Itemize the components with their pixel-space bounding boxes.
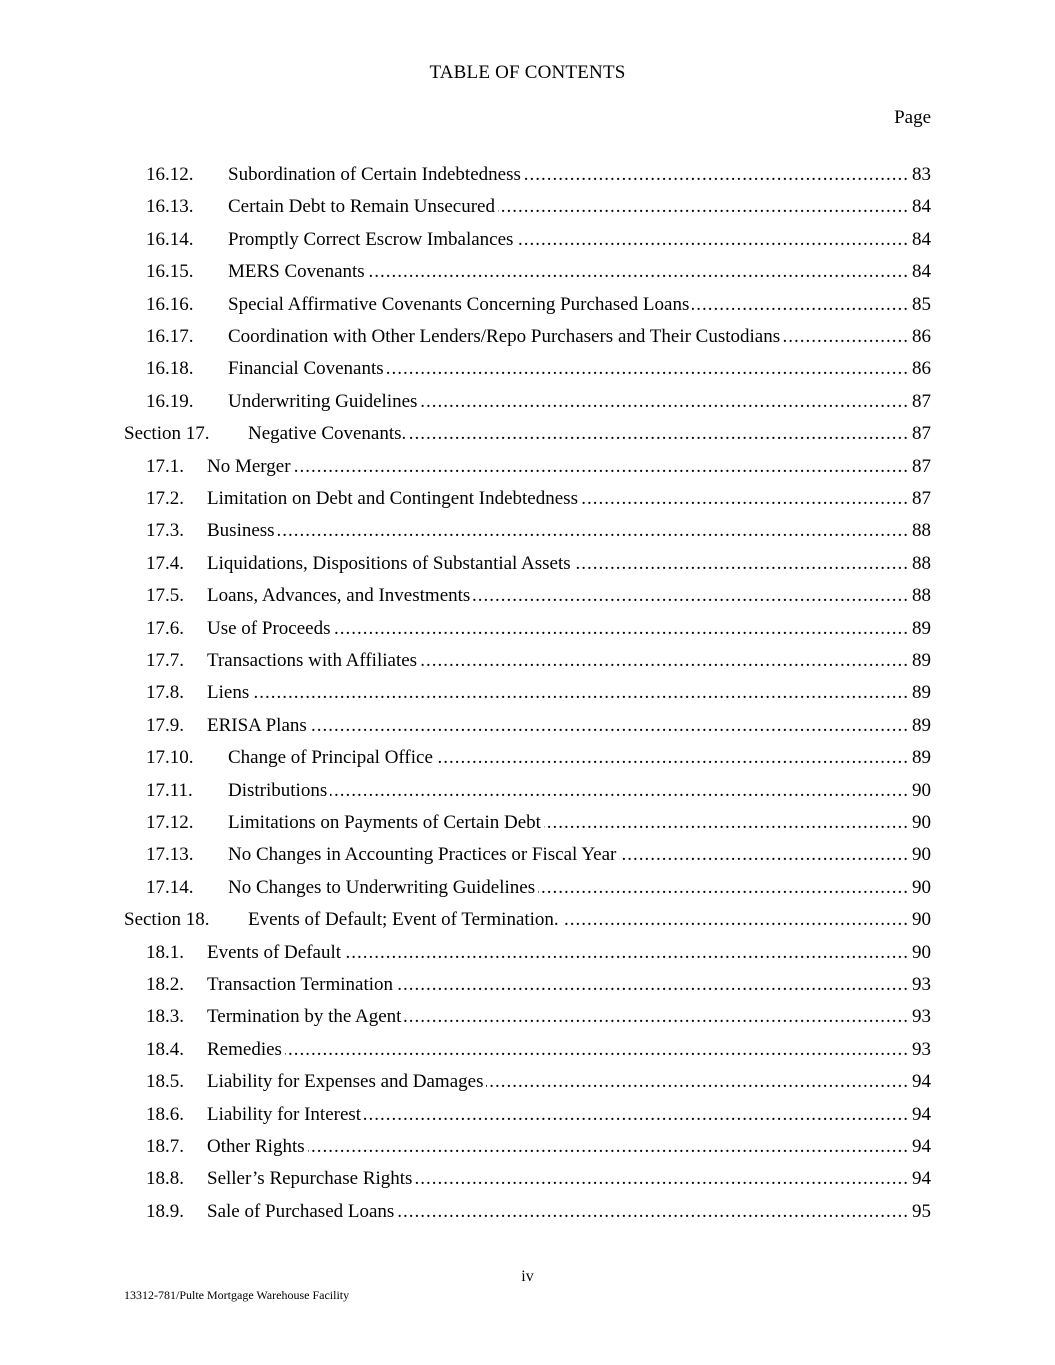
toc-entry-number: 17.1.: [146, 455, 184, 477]
toc-entry: [0, 356, 1055, 382]
dot-leader: [409, 421, 909, 447]
toc-entry-page: 89: [912, 617, 931, 639]
toc-entry-title: Limitations on Payments of Certain Debt: [228, 812, 541, 833]
toc-entry: [0, 616, 1055, 642]
toc-entry-title: Coordination with Other Lenders/Repo Purchasers and Their Custodians: [228, 326, 781, 347]
toc-entry-title: Events of Default: [207, 941, 342, 963]
toc-entry: [0, 1004, 1055, 1030]
toc-entry: [0, 875, 1055, 901]
toc-entry: [0, 810, 1055, 836]
toc-entry: [0, 583, 1055, 609]
toc-entry-page: 87: [912, 390, 931, 412]
dot-leader: [420, 389, 909, 415]
dot-leader: [562, 907, 909, 933]
dot-leader: [420, 648, 909, 674]
toc-entry-page: 88: [912, 552, 931, 574]
toc-entry: [0, 454, 1055, 480]
toc-entry-number: 16.13.: [146, 196, 194, 218]
dot-leader: [544, 810, 909, 836]
toc-entry-number: 17.10.: [146, 747, 194, 769]
toc-entry-page: 87: [912, 455, 931, 477]
toc-entry-page: 86: [912, 326, 931, 347]
dot-leader: [692, 292, 909, 318]
toc-entry-page: 95: [912, 1200, 931, 1222]
toc-entry: [0, 551, 1055, 577]
toc-entry-number: Section 18.: [124, 909, 210, 931]
toc-entry-number: 17.9.: [146, 714, 184, 736]
toc-entry-number: 17.13.: [146, 844, 194, 866]
dot-leader: [344, 940, 909, 966]
dot-leader: [404, 1004, 909, 1030]
toc-entry-page: 89: [912, 714, 931, 736]
toc-entry-title: Transactions with Affiliates: [207, 650, 418, 671]
toc-entry-page: 93: [912, 1006, 931, 1028]
toc-entry-title: Remedies: [207, 1038, 282, 1060]
toc-entry: [0, 972, 1055, 998]
dot-leader: [368, 259, 909, 285]
toc-entry-number: 17.4.: [146, 552, 184, 574]
toc-entry-title: Liability for Interest: [207, 1103, 362, 1125]
dot-leader: [252, 680, 909, 706]
toc-entry-page: 84: [912, 228, 931, 250]
toc-entry-title: Underwriting Guidelines: [228, 390, 418, 412]
toc-entry-title: Loans, Advances, and Investments: [207, 585, 471, 607]
toc-entry: [0, 1069, 1055, 1095]
toc-entry-title: Business: [207, 520, 275, 542]
toc-entry-page: 90: [912, 941, 931, 963]
toc-entry-page: 89: [912, 682, 931, 704]
toc-entry-title: Distributions: [228, 779, 328, 801]
dot-leader: [436, 745, 909, 771]
toc-entry-number: 18.5.: [146, 1071, 184, 1093]
toc-entry-title: MERS Covenants: [228, 261, 365, 283]
dot-leader: [330, 778, 909, 804]
page-column-heading: Page: [894, 107, 931, 128]
toc-entry-number: 17.7.: [146, 650, 184, 671]
toc-entry-number: 17.5.: [146, 585, 184, 607]
dot-leader: [294, 454, 909, 480]
toc-entry-page: 89: [912, 650, 931, 671]
toc-entry-number: 17.11.: [146, 779, 193, 801]
dot-leader: [581, 486, 909, 512]
footer-document-id: 13312-781/Pulte Mortgage Warehouse Facility: [124, 1288, 350, 1302]
dot-leader: [538, 875, 909, 901]
toc-entry-title: Termination by the Agent: [207, 1006, 402, 1028]
toc-entry-title: Events of Default; Event of Termination.: [248, 909, 559, 931]
toc-entry: [0, 194, 1055, 220]
toc-entry-page: 94: [912, 1168, 931, 1190]
toc-entry: [0, 1102, 1055, 1128]
toc-entry-page: 89: [912, 747, 931, 769]
toc-entry-page: 93: [912, 1038, 931, 1060]
toc-entry-page: 90: [912, 844, 931, 866]
toc-entry-title: Change of Principal Office: [228, 747, 433, 769]
toc-entry-number: 17.3.: [146, 520, 184, 542]
dot-leader: [397, 1199, 909, 1225]
toc-entry-number: 18.3.: [146, 1006, 184, 1028]
toc-entry-number: 18.8.: [146, 1168, 184, 1190]
toc-entry-title: Sale of Purchased Loans: [207, 1200, 395, 1222]
toc-entry-page: 86: [912, 358, 931, 380]
toc-entry-page: 90: [912, 909, 931, 931]
toc-entry-page: 94: [912, 1136, 931, 1157]
toc-entry-number: 18.2.: [146, 974, 184, 995]
toc-entry-title: Liquidations, Dispositions of Substantial Assets: [207, 552, 571, 574]
toc-entry: [0, 227, 1055, 253]
toc-entry-title: Negative Covenants.: [248, 423, 407, 445]
toc-entry-title: Other Rights: [207, 1136, 305, 1157]
toc-entry-number: 17.8.: [146, 682, 184, 704]
toc-entry: [0, 259, 1055, 285]
toc-entry-page: 88: [912, 520, 931, 542]
toc-entry: [0, 389, 1055, 415]
toc-entry-title: Transaction Termination: [207, 974, 394, 995]
toc-entry-page: 94: [912, 1103, 931, 1125]
toc-entry-page: 87: [912, 488, 931, 509]
toc-entry: [0, 292, 1055, 318]
dot-leader: [524, 162, 909, 188]
toc-entry-page: 94: [912, 1071, 931, 1093]
toc-title: TABLE OF CONTENTS: [429, 62, 626, 83]
toc-entry-title: Liability for Expenses and Damages: [207, 1071, 484, 1093]
toc-entry-title: Use of Proceeds: [207, 617, 331, 639]
toc-entry: [0, 518, 1055, 544]
dot-leader: [333, 616, 909, 642]
toc-entry-number: 18.4.: [146, 1038, 184, 1060]
toc-entry: [0, 648, 1055, 674]
toc-entry-title: ERISA Plans: [207, 714, 307, 736]
toc-entry-title: Certain Debt to Remain Unsecured: [228, 196, 495, 218]
toc-entry: [0, 1134, 1055, 1160]
toc-entry-page: 84: [912, 261, 931, 283]
toc-entry-number: 18.9.: [146, 1200, 184, 1222]
dot-leader: [396, 972, 909, 998]
toc-entry-number: Section 17.: [124, 423, 210, 445]
toc-entry: [0, 486, 1055, 512]
toc-entry-page: 87: [912, 423, 931, 445]
toc-entry-number: 17.2.: [146, 488, 184, 509]
toc-entry-title: Financial Covenants: [228, 358, 384, 380]
dot-leader: [387, 356, 909, 382]
dot-leader: [310, 713, 909, 739]
dot-leader: [486, 1069, 909, 1095]
toc-entry-page: 90: [912, 812, 931, 833]
toc-entry-title: Subordination of Certain Indebtedness: [228, 164, 521, 185]
dot-leader: [415, 1166, 909, 1192]
toc-entry-title: Promptly Correct Escrow Imbalances: [228, 228, 514, 250]
toc-entry-page: 84: [912, 196, 931, 218]
toc-entry-title: No Changes in Accounting Practices or Fiscal Year: [228, 844, 617, 866]
toc-entry: [0, 1199, 1055, 1225]
dot-leader: [574, 551, 909, 577]
toc-entry: [0, 940, 1055, 966]
toc-entry-number: 16.17.: [146, 326, 194, 347]
dot-leader: [364, 1102, 909, 1128]
dot-leader: [783, 324, 909, 350]
toc-entry-title: Special Affirmative Covenants Concerning Purchased Loans: [228, 293, 690, 315]
toc-entry: [0, 842, 1055, 868]
toc-entry: [0, 745, 1055, 771]
toc-entry-page: 88: [912, 585, 931, 607]
toc-entry-page: 83: [912, 164, 931, 185]
toc-section-entry: [0, 907, 1055, 933]
toc-entry-number: 16.18.: [146, 358, 194, 380]
toc-entry: [0, 162, 1055, 188]
toc-entry-page: 90: [912, 779, 931, 801]
toc-entry: [0, 1037, 1055, 1063]
toc-entry: [0, 680, 1055, 706]
toc-entry: [0, 324, 1055, 350]
toc-entry-number: 18.6.: [146, 1103, 184, 1125]
dot-leader: [278, 518, 909, 544]
toc-entry: [0, 713, 1055, 739]
toc-entry-number: 17.14.: [146, 876, 194, 898]
toc-entry-number: 16.14.: [146, 228, 194, 250]
dot-leader: [285, 1037, 909, 1063]
toc-entry-title: No Merger: [207, 455, 291, 477]
dot-leader: [473, 583, 909, 609]
toc-entry-number: 17.12.: [146, 812, 194, 833]
dot-leader: [308, 1134, 909, 1160]
toc-entry: [0, 778, 1055, 804]
toc-entry-number: 16.19.: [146, 390, 194, 412]
toc-entry-number: 16.12.: [146, 164, 194, 185]
toc-entry-page: 93: [912, 974, 931, 995]
toc-entry: [0, 1166, 1055, 1192]
toc-entry-title: Liens: [207, 682, 250, 704]
toc-entry-number: 17.6.: [146, 617, 184, 639]
dot-leader: [516, 227, 909, 253]
toc-entry-page: 90: [912, 876, 931, 898]
toc-entry-title: Limitation on Debt and Contingent Indebtedness: [207, 488, 578, 509]
toc-section-entry: [0, 421, 1055, 447]
toc-entry-title: No Changes to Underwriting Guidelines: [228, 876, 536, 898]
dot-leader: [498, 194, 909, 220]
toc-entry-number: 18.1.: [146, 941, 184, 963]
toc-entry-number: 16.15.: [146, 261, 194, 283]
dot-leader: [619, 842, 909, 868]
toc-entry-number: 16.16.: [146, 293, 194, 315]
footer-page-number: iv: [521, 1268, 534, 1285]
toc-entry-title: Seller’s Repurchase Rights: [207, 1168, 413, 1190]
toc-entry-page: 85: [912, 293, 931, 315]
toc-entry-number: 18.7.: [146, 1136, 184, 1157]
